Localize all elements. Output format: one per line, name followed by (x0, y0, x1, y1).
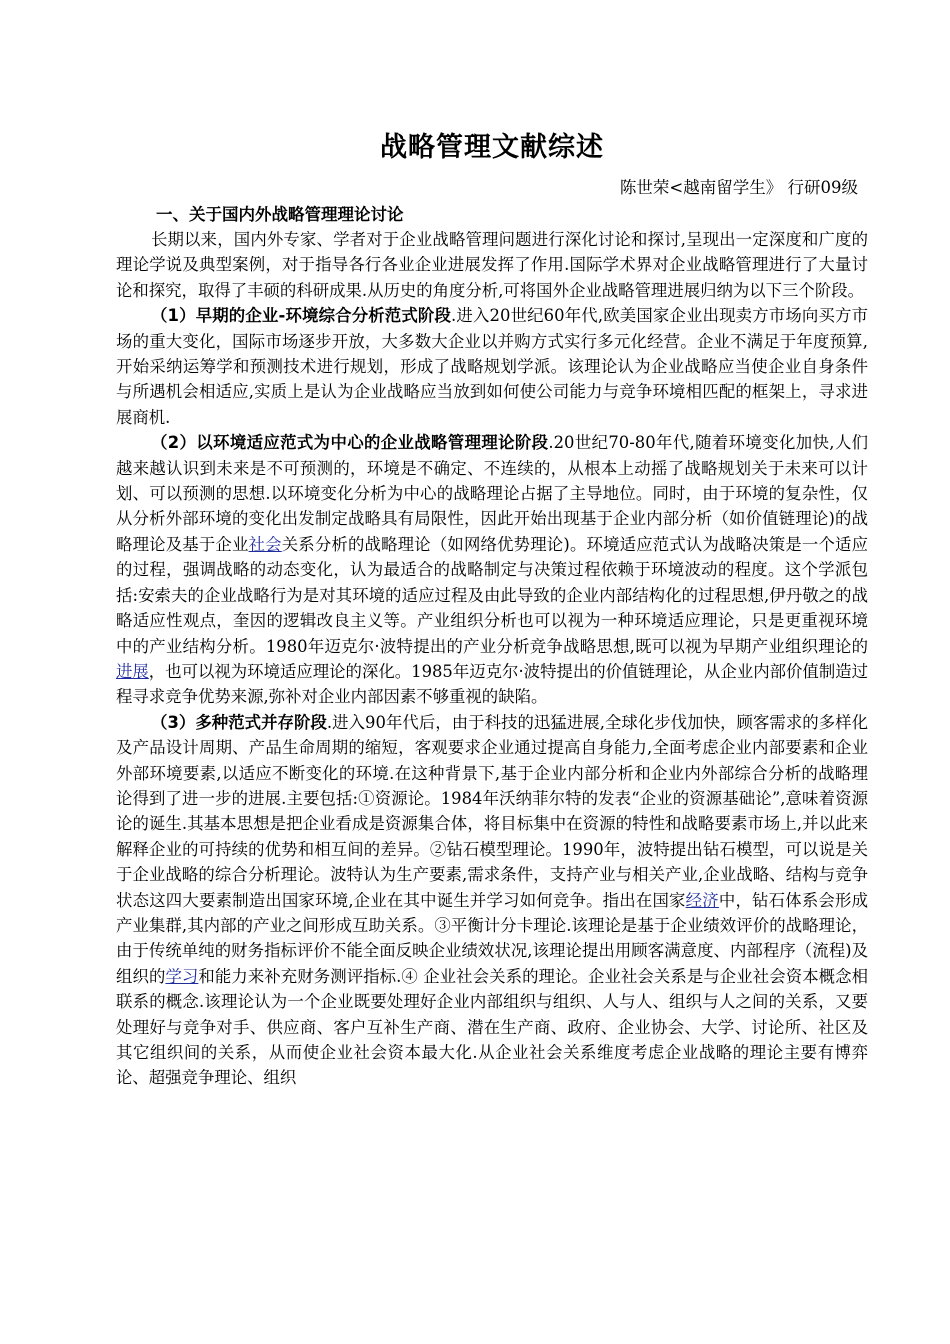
stage-2-text-c: ，也可以视为环境适应理论的深化。1985年迈克尔·波特提出的价值链理论，从企业内部价值制造过程寻求竞争优势来源,弥补对企业内部因素不够重视的缺陷。 (116, 661, 869, 707)
stage-1-text: .进入20世纪60年代,欧美国家企业出现卖方市场向买方市场的重大变化，国际市场逐步开放，大多数大企业以并购方式实行多元化经营。企业不满足于年度预算,开始采纳运筹学和预测技术进行规划，形成了战略规划学派。该理论认为企业战略应当使企业自身条件与所遇机会相适应,实质上是认为企业战略应当放到如何使公司能力与竞争环境相匹配的框架上，寻求进展商机. (116, 306, 868, 427)
stage-3-text-b: 中，钻石体系会形成产业集群,其内部的产业之间形成互助关系。③平衡计分卡理论.该理论是基于企业绩效评价的战略理论，由于传统单纯的财务指标评价不能全面反映企业绩效状况,该理论提出用顾客满意度、内部程序（流程)及组织的 (116, 890, 869, 986)
paragraph-stage-2 (116, 430, 868, 709)
link-learning[interactable]: 学习 (165, 966, 199, 986)
paragraph-stage-1 (116, 303, 868, 430)
stage-3-text-c: 和能力来补充财务测评指标.④ 企业社会关系的理论。企业社会关系是与企业社会资本概念相联系的概念.该理论认为一个企业既要处理好企业内部组织与组织、人与人、组织与人之间的关系，又要处理好与竞争对手、供应商、客户互补生产商、潜在生产商、政府、企业协会、大学、讨论所、社区及其它组织间的关系，从而使企业社会资本最大化.从企业社会关系维度考虑企业战略的理论主要有博弈论、超强竞争理论、组织 (116, 966, 869, 1088)
author-line: 陈世荣<越南留学生》 行研09级 (619, 178, 858, 197)
stage-2-text-b: 关系分析的战略理论（如网络优势理论)。环境适应范式认为战略决策是一个适应的过程，强调战略的动态变化，认为最适合的战略制定与决策过程依赖于环境波动的程度。这个学派包括:安索夫的企业战略行为是对其环境的适应过程及由此导致的企业内部结构化的过程思想,伊丹敬之的战略适应性观点，奎因的逻辑改良主义等。产业组织分析也可以视为一种环境适应理论，只是更重视环境中的产业结构分析。1980年迈克尔·波特提出的产业分析竞争战略思想,既可以视为早期产业组织理论的 (116, 534, 869, 656)
stage-2-heading: （2）以环境适应范式为中心的企业战略管理理论阶段 (151, 433, 549, 453)
document-body (116, 128, 868, 1091)
stage-3-text-a: .进入90年代后，由于科技的迅猛进展,全球化步伐加快，顾客需求的多样化及产品设计周期、产品生命周期的缩短，客观要求企业通过提高自身能力,全面考虑企业内部要素和企业外部环境要素,以适应不断变化的环境.在这种背景下,基于企业内部分析和企业内外部综合分析的战略理论得到了进一步的进展.主要包括:①资源论。1984年沃纳菲尔特的发表“企业的资源基础论”,意味着资源论的诞生.其基本思想是把企业看成是资源集合体，将目标集中在资源的特性和战略要素市场上,并以此来解释企业的可持续的优势和相互间的差异。②钻石模型理论。1990年，波特提出钻石模型，可以说是关于企业战略的综合分析理论。波特认为生产要素,需求条件，支持产业与相关产业,企业战略、结构与竞争状态这四大要素制造出国家环境,企业在其中诞生并学习如何竞争。指出在国家 (116, 712, 868, 910)
link-development[interactable]: 进展 (116, 661, 149, 681)
stage-1-heading: （1）早期的企业-环境综合分析范式阶段 (151, 306, 452, 326)
intro-paragraph: 长期以来，国内外专家、学者对于企业战略管理问题进行深化讨论和探讨,呈现出一定深度和广度的理论学说及典型案例，对于指导各行各业企业进展发挥了作用.国际学术界对企业战略管理进行了大量讨论和探究，取得了丰硕的科研成果.从历史的角度分析,可将国外企业战略管理进展归纳为以下三个阶段。 (116, 230, 868, 300)
link-society[interactable]: 社会 (248, 534, 282, 554)
stage-2-text-a: .20世纪70-80年代,随着环境变化加快,人们越来越认识到未来是不可预测的，环境是不确定、不连续的，从根本上动摇了战略规划关于未来可以计划、可以预测的思想.以环境变化分析为中心的战略理论占据了主导地位。同时，由于环境的复杂性，仅从分析外部环境的变化出发制定战略具有局限性，因此开始出现基于企业内部分析（如价值链理论)的战略理论及基于企业 (116, 433, 868, 554)
section-heading: 一、关于国内外战略管理理论讨论 (156, 205, 404, 224)
document-title: 战略管理文献综述 (380, 132, 604, 163)
link-economy[interactable]: 经济 (685, 890, 719, 910)
stage-3-heading: （3）多种范式并存阶段 (151, 712, 327, 732)
paragraph-stage-3 (116, 710, 868, 1091)
